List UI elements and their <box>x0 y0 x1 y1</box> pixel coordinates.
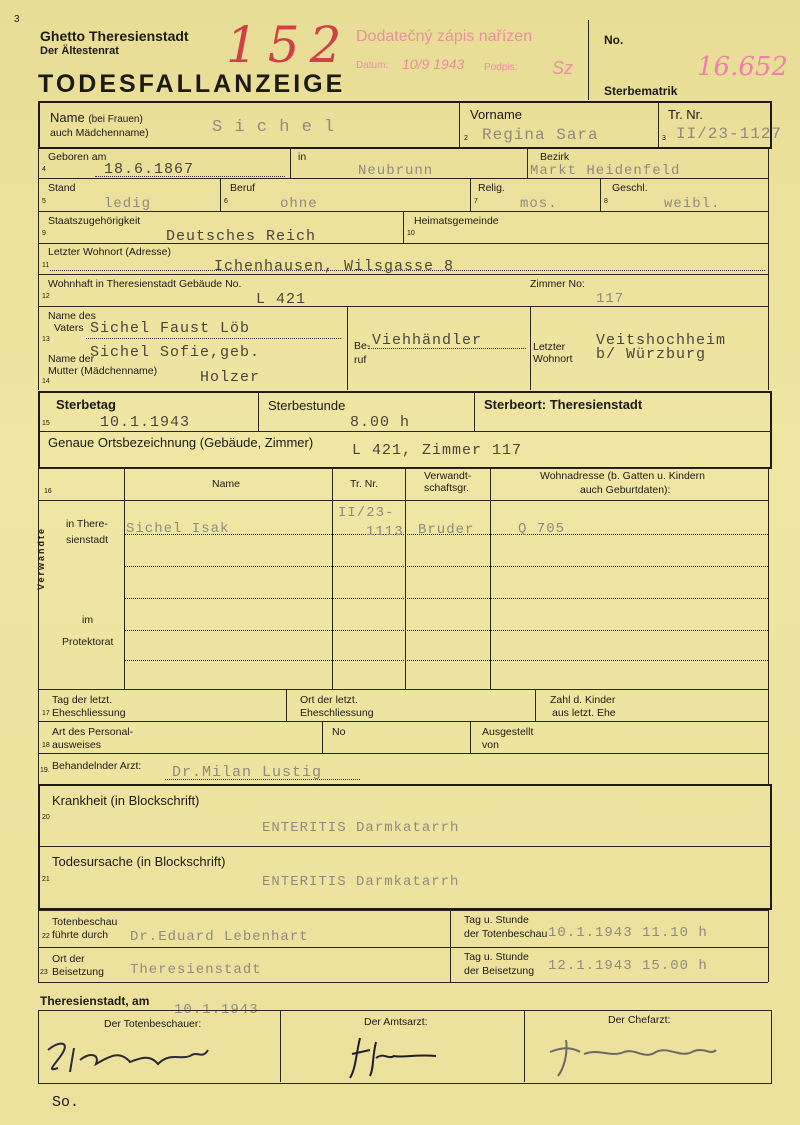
gebaeude-num: 12 <box>42 293 50 300</box>
bezirk-label: Bezirk <box>540 151 570 163</box>
sig-chefarzt-label: Der Chefarzt: <box>608 1014 671 1026</box>
arzt-label: Behandelnder Arzt: <box>52 760 142 772</box>
vater-beruf-label-2: ruf <box>354 354 367 366</box>
relatives-side-label: Verwandte <box>36 526 46 590</box>
vater-label-1: Name des <box>48 310 96 322</box>
trnr-label: Tr. Nr. <box>668 107 703 122</box>
stamp-sign-label: Podpis: <box>484 62 518 73</box>
krankheit-value: ENTERITIS Darmkatarrh <box>262 820 460 836</box>
gebaeude-label: Wohnhaft in Theresienstadt Gebäude No. <box>48 278 242 290</box>
staat-value: Deutsches Reich <box>166 228 317 245</box>
genaue-label: Genaue Ortsbezeichnung (Gebäude, Zimmer) <box>48 435 314 450</box>
in-value: Neubrunn <box>358 163 434 179</box>
relig-label: Relig. <box>478 182 505 194</box>
letzter-wohnort-value-2: b/ Würzburg <box>596 346 707 363</box>
trnr-num: 3 <box>662 135 666 142</box>
totenbeschau-value: Dr.Eduard Lebenhart <box>130 929 309 945</box>
vorname-num: 2 <box>464 135 468 142</box>
sterbestunde-value: 8.00 h <box>350 414 411 431</box>
stamp-date-label: Datum: <box>356 60 389 71</box>
arzt-value: Dr.Milan Lustig <box>172 764 323 781</box>
vater-label-2: Vaters <box>54 322 84 334</box>
heimat-num: 10 <box>407 230 415 237</box>
relative-name: Sichel Isak <box>126 521 230 537</box>
ehe-tag-label-1: Tag der letzt. <box>52 694 113 706</box>
mutter-num: 14 <box>42 378 50 385</box>
beisetzung-tag-label-2: der Beisetzung <box>464 965 535 977</box>
vater-beruf-value: Viehhändler <box>372 332 483 349</box>
mutter-value-1: Sichel Sofie,geb. <box>90 344 261 361</box>
sterbestunde-label: Sterbestunde <box>268 398 346 413</box>
stand-num: 5 <box>42 198 46 205</box>
relatives-num: 16 <box>44 488 52 495</box>
geschl-value: weibl. <box>664 196 721 212</box>
relig-value: mos. <box>520 196 558 212</box>
beisetzung-ort-num: 23 <box>40 969 48 976</box>
totenbeschau-tag-label-2: der Totenbeschau <box>464 928 548 940</box>
signature-amtsarzt <box>346 1028 446 1082</box>
gebaeude-value: L 421 <box>256 291 307 308</box>
geschl-label: Geschl. <box>612 182 648 194</box>
genaue-value: L 421, Zimmer 117 <box>352 442 523 459</box>
todesursache-value: ENTERITIS Darmkatarrh <box>262 874 460 890</box>
ausgestellt-label-2: von <box>482 739 499 751</box>
geboren-num: 4 <box>42 166 46 173</box>
sig-amtsarzt-label: Der Amtsarzt: <box>364 1016 428 1028</box>
no-label: No. <box>604 33 624 47</box>
stamp-date-value: 10/9 1943 <box>402 56 465 72</box>
beruf-label: Beruf <box>230 182 256 194</box>
im-label: im <box>82 614 94 626</box>
beisetzung-ort-value: Theresienstadt <box>130 962 262 978</box>
signature-totenbeschauer <box>40 1030 230 1080</box>
in-theresienstadt-label-2: sienstadt <box>66 534 109 546</box>
name-label: Name <box>50 110 85 125</box>
stamp-line-1: Dodatečný zápis nařízen <box>356 28 533 45</box>
totenbeschau-label-2: führte durch <box>52 929 109 941</box>
letzter-wohnort-value-1: Veitshochheim <box>596 332 727 349</box>
staat-label: Staatszugehörigkeit <box>48 215 141 227</box>
bottom-note: So. <box>52 1094 80 1111</box>
ausgestellt-label-1: Ausgestellt <box>482 726 534 738</box>
letzter-wohnort-label-2: Wohnort <box>533 353 573 365</box>
totenbeschau-num: 22 <box>42 933 50 940</box>
ort-am-value: 10.1.1943 <box>174 1002 259 1018</box>
relative-trnr-2: 1113 <box>366 524 404 540</box>
kinder-label-2: aus letzt. Ehe <box>552 707 616 719</box>
mutter-value-2: Holzer <box>200 369 261 386</box>
relative-verw: Bruder <box>418 522 475 538</box>
col-name-header: Name <box>212 478 241 490</box>
arzt-num: 19. <box>40 767 50 774</box>
stamp-signature: Sz <box>552 58 574 78</box>
in-theresienstadt-label-1: in There- <box>66 518 108 530</box>
col-verw-header: Verwandt-schaftsgr. <box>424 470 472 494</box>
vater-num: 13 <box>42 336 50 343</box>
todesursache-num: 21 <box>42 876 50 883</box>
sterbetag-value: 10.1.1943 <box>100 414 191 431</box>
name-label-small: (bei Frauen) <box>88 114 143 125</box>
col-adr-header-2: auch Geburtdaten): <box>580 484 671 496</box>
totenbeschau-label-1: Totenbeschau <box>52 916 118 928</box>
sterbematrik-label: Sterbematrik <box>604 84 678 98</box>
beruf-num: 6 <box>224 198 228 205</box>
beisetzung-tag-label-1: Tag u. Stunde <box>464 951 529 963</box>
sterbetag-num: 15 <box>42 420 50 427</box>
beruf-value: ohne <box>280 196 318 212</box>
sig-totenbeschauer-label: Der Totenbeschauer: <box>104 1018 202 1030</box>
ausweis-no-label: No <box>332 726 346 738</box>
vorname-value: Regina Sara <box>482 126 599 144</box>
geboren-label: Geboren am <box>48 151 107 163</box>
krankheit-num: 20 <box>42 814 50 821</box>
org-line-2: Der Ältestenrat <box>40 45 119 57</box>
vater-value: Sichel Faust Löb <box>90 320 251 337</box>
ausweis-num: 18 <box>42 742 50 749</box>
totenbeschau-tag-label-1: Tag u. Stunde <box>464 914 529 926</box>
ausweis-art-label-1: Art des Personal- <box>52 726 134 738</box>
col-trnr-header: Tr. Nr. <box>350 478 379 490</box>
vorname-label: Vorname <box>470 107 523 122</box>
todesursache-label: Todesursache (in Blockschrift) <box>52 854 226 869</box>
ort-am-label: Theresienstadt, am <box>40 994 150 1008</box>
wohnort-label: Letzter Wohnort (Adresse) <box>48 246 171 258</box>
ehe-ort-label-1: Ort der letzt. <box>300 694 358 706</box>
wohnort-num: 11 <box>42 262 50 269</box>
beisetzung-ort-label-1: Ort der <box>52 953 85 965</box>
sterbeort-label: Sterbeort: Theresienstadt <box>484 397 643 412</box>
name-label-2: auch Mädchenname) <box>50 127 149 139</box>
staat-num: 9 <box>42 230 46 237</box>
protektorat-label: Protektorat <box>62 636 114 648</box>
kinder-label-1: Zahl d. Kinder <box>550 694 616 706</box>
sterbetag-label: Sterbetag <box>56 397 116 412</box>
stand-label: Stand <box>48 182 76 194</box>
zimmer-value: 117 <box>596 291 625 307</box>
relative-trnr-1: II/23- <box>338 505 395 521</box>
ehe-num: 17 <box>42 710 50 717</box>
zimmer-label: Zimmer No: <box>530 278 585 290</box>
beisetzung-tag-value: 12.1.1943 15.00 h <box>548 958 708 974</box>
vater-beruf-label-1: Be- <box>354 340 371 352</box>
page-corner-number: 3 <box>14 14 20 25</box>
beisetzung-ort-label-2: Beisetzung <box>52 966 104 978</box>
geboren-value: 18.6.1867 <box>104 161 195 178</box>
letzter-wohnort-label-1: Letzter <box>533 341 566 353</box>
trnr-value: II/23-1127 <box>676 125 783 143</box>
relig-num: 7 <box>474 198 478 205</box>
handwritten-number: 152 <box>226 16 352 74</box>
ausweis-art-label-2: ausweises <box>52 739 102 751</box>
name-value: S i c h e l <box>212 118 336 137</box>
totenbeschau-tag-value: 10.1.1943 11.10 h <box>548 925 708 941</box>
mutter-label-2: Mutter (Mädchenname) <box>48 365 158 377</box>
form-title: TODESFALLANZEIGE <box>38 70 346 98</box>
bezirk-value: Markt Heidenfeld <box>530 163 681 179</box>
mutter-label-1: Name der <box>48 353 95 365</box>
heimat-label: Heimatsgemeinde <box>414 215 499 227</box>
relative-address: Q 705 <box>518 521 566 537</box>
ehe-ort-label-2: Eheschliessung <box>300 707 374 719</box>
in-label: in <box>298 151 307 163</box>
stand-value: ledig <box>104 196 152 212</box>
sterbematrik-value: 16.652 <box>697 52 788 82</box>
col-adr-header-1: Wohnadresse (b. Gatten u. Kindern <box>540 470 705 482</box>
ehe-tag-label-2: Eheschliessung <box>52 707 126 719</box>
geschl-num: 8 <box>604 198 608 205</box>
krankheit-label: Krankheit (in Blockschrift) <box>52 793 200 808</box>
wohnort-value: Ichenhausen, Wilsgasse 8 <box>214 258 455 275</box>
signature-chefarzt <box>540 1030 730 1082</box>
org-line-1: Ghetto Theresienstadt <box>40 28 189 44</box>
